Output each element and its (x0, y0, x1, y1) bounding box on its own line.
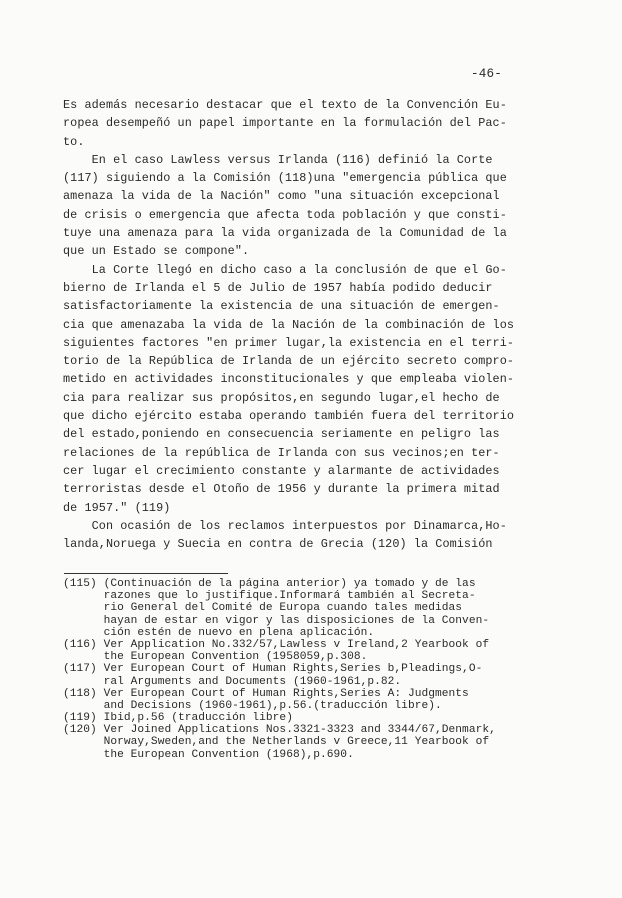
page-number: -46- (471, 67, 503, 81)
body-line: relaciones de la república de Irlanda con sus vecinos;en ter- (63, 445, 500, 460)
footnote-line: ción estén de nuevo en plena aplicación. (63, 626, 375, 639)
body-line: metido en actividades inconstitucionales y que empleaba violen- (63, 372, 515, 387)
footnote-line: Norway,Sweden,and the Netherlands v Greece,11 Yearbook of (63, 736, 490, 749)
body-line: En el caso Lawless versus Irlanda (116) definió la Corte (63, 152, 493, 167)
footnote-line: (116) Ver Application No.332/57,Lawless v Ireland,2 Yearbook of (63, 638, 490, 651)
body-line: que dicho ejército estaba operando también fuera del territorio (63, 409, 515, 424)
body-line: satisfactoriamente la existencia de una situación de emergen- (63, 299, 500, 314)
footnote-line: (115) (Continuación de la página anterior) ya tomado y de las (63, 578, 476, 590)
body-line: to. (63, 134, 85, 149)
footnote-line: razones que lo justifique.Informará también al Secreta- (63, 590, 476, 603)
footnote-line: (118) Ver European Court of Human Rights,Series A: Judgments (63, 687, 469, 700)
body-line: de 1957." (119) (63, 500, 171, 515)
body-line: Con ocasión de los reclamos interpuestos por Dinamarca,Ho- (63, 518, 507, 533)
body-line: cia que amenazaba la vida de la Nación de la combinación de los (63, 317, 515, 332)
footnote-divider (64, 573, 228, 574)
footnote-line: (120) Ver Joined Applications Nos.3321-3323 and 3344/67,Denmark, (63, 724, 496, 737)
body-line: cer lugar el crecimiento constante y alarmante de actividades (63, 463, 500, 478)
body-line: bierno de Irlanda el 5 de Julio de 1957 había podido deducir (63, 280, 493, 295)
body-line: ropea desempeñó un papel importante en la formulación del Pac- (63, 116, 507, 131)
body-line: cia para realizar sus propósitos,en segundo lugar,el hecho de (63, 390, 500, 405)
body-line: terroristas desde el Otoño de 1956 y durante la primera mitad (63, 482, 500, 497)
footnote-line: and Decisions (1960-1961),p.56.(traducción libre). (63, 699, 442, 712)
body-line: amenaza la vida de la Nación" como "una situación excepcional (63, 189, 500, 204)
body-text (63, 96, 533, 553)
footnote-line: hayan de estar en vigor y las disposiciones de la Conven- (63, 614, 490, 627)
body-line: torio de la República de Irlanda de un ejército secreto compro- (63, 354, 515, 369)
body-line: Es además necesario destacar que el texto de la Convención Eu- (63, 98, 507, 112)
body-line: siguientes factores "en primer lugar,la existencia en el terri- (63, 335, 515, 350)
footnote-line: the European Convention (1968),p.690. (63, 748, 354, 761)
body-line: (117) siguiendo a la Comisión (118)una "emergencia pública que (63, 171, 507, 186)
footnote-line: ral Arguments and Documents (1960-1961,p.82. (63, 675, 402, 688)
footnotes (63, 578, 553, 761)
footnote-line: rio General del Comité de Europa cuando tales medidas (63, 602, 463, 615)
body-line: que un Estado se compone". (63, 244, 250, 259)
body-line: de crisis o emergencia que afecta toda población y que consti- (63, 207, 507, 222)
footnote-line: (119) Ibid,p.56 (traducción libre) (63, 712, 293, 725)
footnote-line: (117) Ver European Court of Human Rights,Series b,Pleadings,O- (63, 663, 483, 676)
body-line: La Corte llegó en dicho caso a la conclusión de que el Go- (63, 262, 507, 277)
footnote-line: the European Convention (1958059,p.308. (63, 651, 368, 664)
body-line: del estado,poniendo en consecuencia seriamente en peligro las (63, 427, 500, 442)
body-line: landa,Noruega y Suecia en contra de Grecia (120) la Comisión (63, 537, 493, 552)
body-line: tuye una amenaza para la vida organizada de la Comunidad de la (63, 226, 507, 241)
